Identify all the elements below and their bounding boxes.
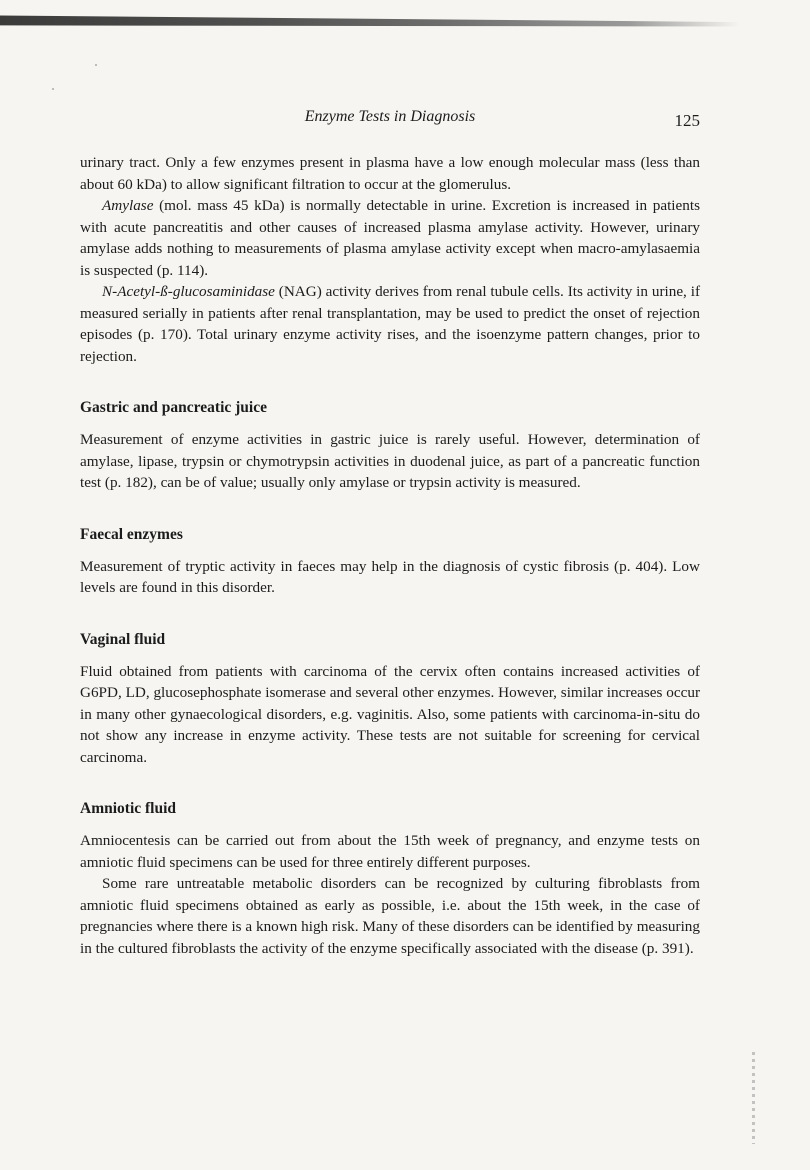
section-amniotic — [80, 798, 700, 959]
paragraph-amylase — [80, 195, 700, 281]
section-faecal — [80, 524, 700, 599]
paragraph: Amniocentesis can be carried out from about the 15th week of pregnancy, and enzyme tests on amniotic fluid specimens can be used for three entirely different purposes. — [80, 832, 700, 871]
term-nag: N-Acetyl-ß-glucosaminidase — [102, 283, 275, 300]
page-number: 125 — [674, 111, 700, 130]
section-heading: Amniotic fluid — [80, 800, 177, 817]
section-urine — [80, 152, 700, 367]
paragraph: Fluid obtained from patients with carcinoma of the cervix often contains increased activities of G6PD, LD, glucosephosphate isomerase and several other enzymes. However, similar increases occur in many other gynaecological disorders, e.g. vaginitis. Also, some patients with carcinoma-in-situ do not show any increase in enzyme activity. These tests are not suitable for screening for cervical carcinoma. — [80, 662, 700, 766]
running-title: Enzyme Tests in Diagnosis — [304, 108, 476, 125]
section-vaginal — [80, 629, 700, 769]
scan-speck — [52, 88, 54, 90]
paragraph: Measurement of tryptic activity in faeces may help in the diagnosis of cystic fibrosis (p. 404). Low levels are found in this disorder. — [80, 557, 700, 596]
section-gastric — [80, 397, 700, 494]
paragraph: urinary tract. Only a few enzymes present in plasma have a low enough molecular mass (less than about 60 kDa) to allow significant filtration to occur at the glomerulus. — [80, 154, 700, 193]
section-heading: Faecal enzymes — [80, 525, 183, 543]
page-content — [80, 152, 700, 959]
term-amylase: Amylase — [102, 197, 154, 214]
paragraph: Measurement of enzyme activities in gastric juice is rarely useful. However, determination of amylase, lipase, trypsin or chymotrypsin activities in duodenal juice, as part of a pancreatic function test (p. 182), can be of value; usually only amylase or trypsin activity is measured. — [80, 431, 700, 491]
paragraph: Some rare untreatable metabolic disorders can be recognized by culturing fibroblasts from amniotic fluid specimens obtained as early as possible, i.e. about the 15th week, in the case of pregnancies where there is a known high risk. Many of these disorders can be identified by measuring in the cultured fibroblasts the activity of the enzyme specifically associated with the disease (p. 391). — [80, 875, 700, 957]
scan-margin-marks — [752, 1052, 755, 1144]
scan-edge-shadow — [0, 10, 740, 32]
section-heading: Gastric and pancreatic juice — [80, 399, 267, 416]
paragraph-text: (NAG) activity derives from renal tubule cells. Its activity in urine, if measured serially in patients after renal transplantation, may be used to predict the onset of rejection episodes (p. 170). Total urinary enzyme activity rises, and the isoenzyme pattern changes, prior to rejection. — [80, 283, 700, 365]
paragraph-text: (mol. mass 45 kDa) is normally detectable in urine. Excretion is increased in patients with acute pancreatitis and other causes of increased plasma amylase activity. However, urinary amylase adds nothing to measurements of plasma amylase activity except when macro-amylasaemia is suspected (p. 114). — [80, 197, 700, 279]
section-heading: Vaginal fluid — [80, 630, 166, 648]
running-head — [80, 108, 700, 130]
paragraph-nag — [80, 281, 700, 367]
scan-speck — [95, 64, 97, 66]
